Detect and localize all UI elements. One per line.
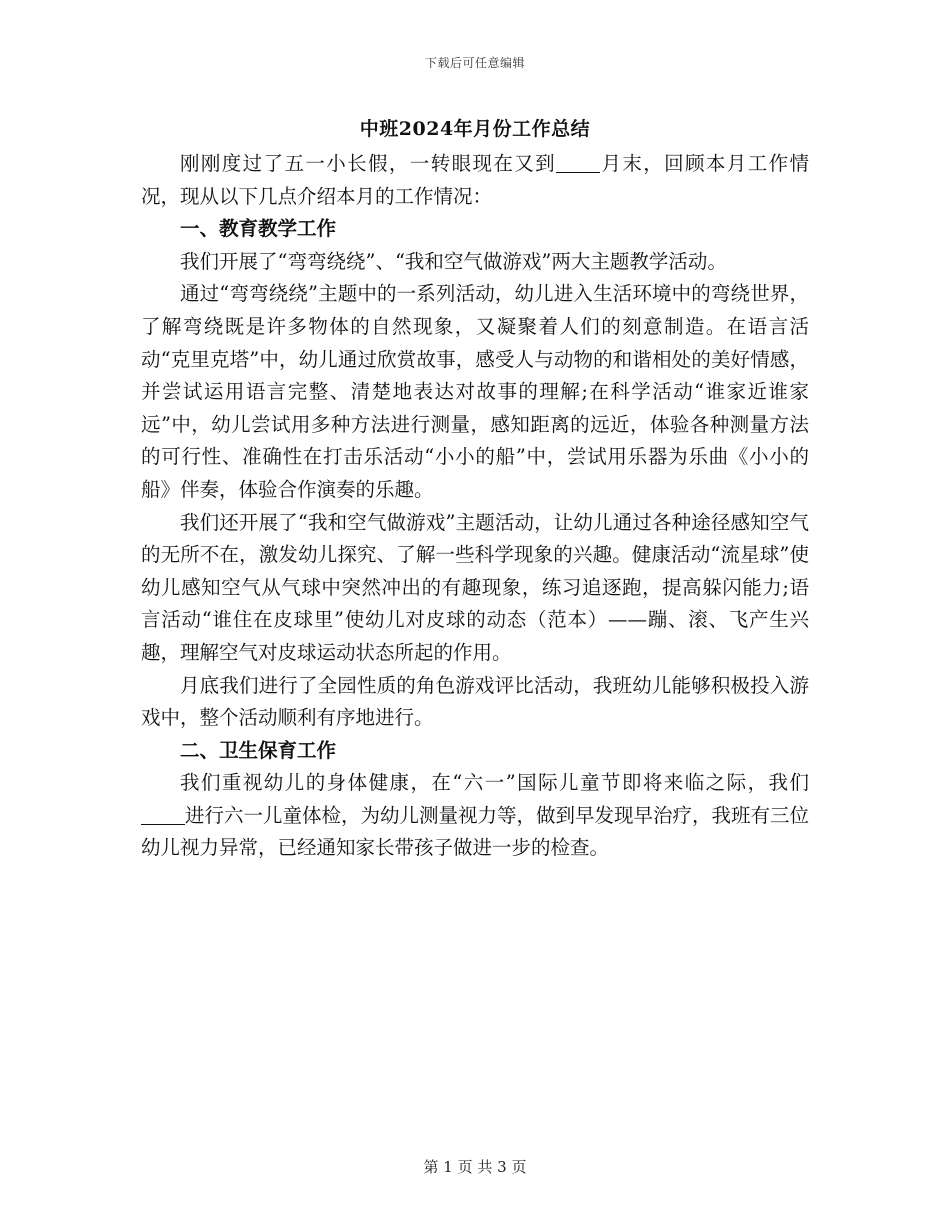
teaching-paragraph-3: 我们还开展了“我和空气做游戏”主题活动，让幼儿通过各种途径感知空气的无所不在，激发幼儿探究、了解一些科学现象的兴趣。健康活动“流星球”使幼儿感知空气从气球中突然冲出的有趣现象，练习追逐跑，提高躲闪能力;语言活动“谁住在皮球里”使幼儿对皮球的动态（范本）——蹦、滚、飞产生兴趣，理解空气对皮球运动状态所起的作用。 — [141, 510, 809, 664]
page-footer — [0, 1156, 950, 1177]
teaching-paragraph-1: 我们开展了“弯弯绕绕”、“我和空气做游戏”两大主题教学活动。 — [180, 249, 727, 273]
section-heading-hygiene: 二、卫生保育工作 — [180, 738, 337, 762]
teaching-paragraph-2: 通过“弯弯绕绕”主题中的一系列活动，幼儿进入生活环境中的弯绕世界，了解弯绕既是许多物体的自然现象，又凝聚着人们的刻意制造。在语言活动“克里克塔”中，幼儿通过欣赏故事，感受人与动物的和谐相处的美好情感，并尝试运用语言完整、清楚地表达对故事的理解;在科学活动“谁家近谁家远”中，幼儿尝试用多种方法进行测量，感知距离的远近，体验各种测量方法的可行性、准确性在打击乐活动“小小的船”中，尝试用乐器为乐曲《小小的船》伴奏，体验合作演奏的乐趣。 — [141, 282, 809, 501]
hygiene-text-part1: 我们重视幼儿的身体健康，在“六一”国际儿童节即将来临之际，我们 — [180, 771, 809, 795]
intro-text-part1: 刚刚度过了五一小长假，一转眼现在又到 — [180, 152, 557, 175]
intro-paragraph — [141, 148, 809, 213]
fill-in-blank — [556, 152, 600, 173]
teaching-paragraph-4: 月底我们进行了全园性质的角色游戏评比活动，我班幼儿能够积极投入游戏中，整个活动顺利有序地进行。 — [141, 673, 809, 730]
section-heading-teaching: 一、教育教学工作 — [180, 217, 337, 241]
document-body — [141, 148, 809, 865]
page-header: 下载后可任意编辑 — [424, 56, 525, 70]
hygiene-paragraph-1 — [141, 767, 809, 865]
document-title: 中班2024年月份工作总结 — [359, 118, 591, 140]
hygiene-text-part2: 进行六一儿童体检，为幼儿测量视力等，做到早发现早治疗，我班有三位幼儿视力异常，已经通知家长带孩子做进一步的检查。 — [141, 803, 810, 860]
intro-text-part2: 月末，回顾本月工作情况，现从以下几点介绍本月的工作情况： — [141, 152, 809, 208]
page-number-label: 第 1 页 共 3 页 — [423, 1158, 527, 1176]
fill-in-blank — [141, 804, 185, 825]
